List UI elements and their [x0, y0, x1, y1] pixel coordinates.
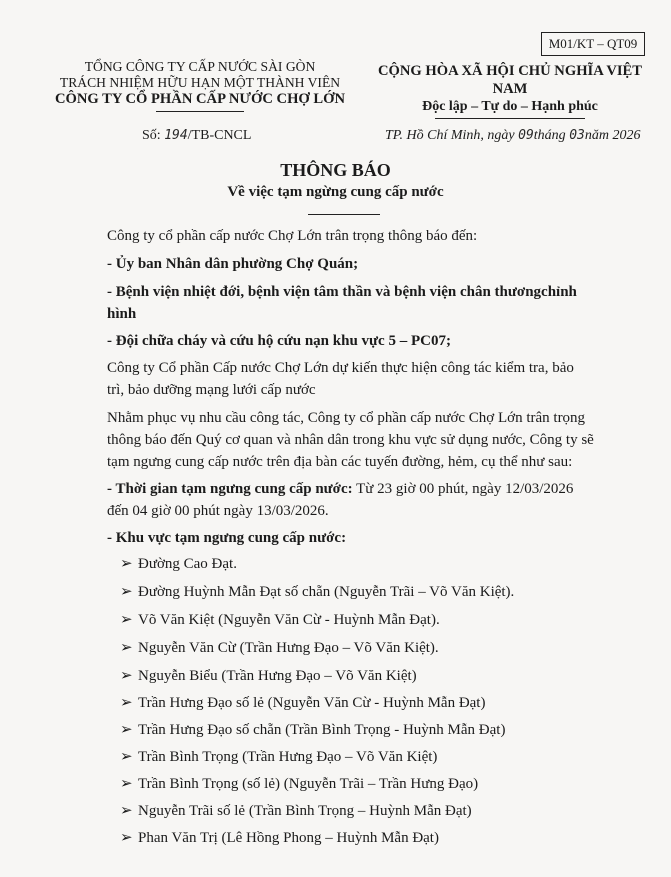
date-part-2: tháng	[533, 128, 566, 143]
arrow-bullet-icon: ➢	[120, 584, 133, 600]
arrow-bullet-icon: ➢	[120, 776, 133, 792]
recipient-item: - Đội chữa cháy và cứu hộ cứu nạn khu vực 5 – PC07;	[107, 333, 451, 349]
paragraph-2-line: tạm ngưng cung cấp nước trên địa bàn các tuyến đường, hẻm, cụ thể như sau:	[107, 454, 573, 470]
suspension-time-value: Từ 23 giờ 00 phút, ngày 12/03/2026	[352, 481, 574, 497]
arrow-bullet-icon: ➢	[120, 722, 133, 738]
area-list-item	[120, 581, 514, 603]
paragraph-2-line: thông báo đến Quý cơ quan và nhân dân trong khu vực sử dụng nước, Công ty sẽ	[107, 432, 594, 448]
suspension-time	[107, 478, 573, 500]
paragraph-1-line: Công ty Cổ phần Cấp nước Chợ Lớn dự kiến thực hiện công tác kiểm tra, bảo	[107, 360, 574, 376]
area-label: - Khu vực tạm ngưng cung cấp nước:	[107, 530, 347, 546]
arrow-bullet-icon: ➢	[120, 668, 133, 684]
nation-line-1: CỘNG HÒA XÃ HỘI CHỦ NGHĨA VIỆT NAM	[377, 63, 643, 97]
area-list-item	[120, 827, 439, 849]
nation-motto: Độc lập – Tự do – Hạnh phúc	[422, 99, 598, 114]
paragraph-2-line: Nhằm phục vụ nhu cầu công tác, Công ty cổ phần cấp nước Chợ Lớn trân trọng	[107, 410, 586, 426]
arrow-bullet-icon: ➢	[120, 640, 133, 656]
area-text: Nguyễn Trãi số lẻ (Trần Bình Trọng – Huỳnh Mẫn Đạt)	[138, 803, 472, 819]
date-day: 09	[518, 128, 534, 143]
area-text: Trần Hưng Đạo số lẻ (Nguyễn Văn Cừ - Huỳnh Mẫn Đạt)	[138, 695, 486, 711]
intro-paragraph: Công ty cổ phần cấp nước Chợ Lớn trân trọng thông báo đến:	[107, 228, 478, 244]
recipient-item: - Bệnh viện nhiệt đới, bệnh viện tâm thần và bệnh viện chân thươngchỉnh	[107, 284, 577, 300]
recipient-item: - Ủy ban Nhân dân phường Chợ Quán;	[107, 256, 359, 272]
paragraph-1-line: trì, bảo dưỡng mạng lưới cấp nước	[107, 382, 316, 398]
arrow-bullet-icon: ➢	[120, 803, 133, 819]
area-text: Phan Văn Trị (Lê Hồng Phong – Huỳnh Mẫn Đạt)	[138, 830, 439, 846]
title-underline	[308, 214, 380, 215]
area-text: Trần Bình Trọng (Trần Hưng Đạo – Võ Văn Kiệt)	[138, 749, 438, 765]
area-text: Nguyễn Văn Cừ (Trần Hưng Đạo – Võ Văn Kiệt).	[138, 640, 439, 656]
form-code-box: M01/KT – QT09	[541, 32, 645, 56]
document-subtitle: Về việc tạm ngừng cung cấp nước	[227, 184, 444, 200]
arrow-bullet-icon: ➢	[120, 830, 133, 846]
arrow-bullet-icon: ➢	[120, 556, 133, 572]
document-date	[385, 128, 640, 144]
area-list-item	[120, 773, 478, 795]
suspension-time-line-2: đến 04 giờ 00 phút ngày 13/03/2026.	[107, 503, 329, 519]
area-list-item	[120, 665, 417, 687]
area-text: Trần Bình Trọng (số lẻ) (Nguyễn Trãi – Trần Hưng Đạo)	[138, 776, 479, 792]
date-part-1: TP. Hồ Chí Minh, ngày	[385, 128, 515, 143]
area-text: Nguyễn Biểu (Trần Hưng Đạo – Võ Văn Kiệt)	[138, 668, 417, 684]
area-text: Đường Cao Đạt.	[138, 556, 237, 572]
area-text: Trần Hưng Đạo số chẵn (Trần Bình Trọng - Huỳnh Mẫn Đạt)	[138, 722, 506, 738]
date-month: 03	[569, 128, 585, 143]
date-part-3: năm 2026	[584, 128, 641, 143]
area-list-item	[120, 719, 505, 741]
area-list-item	[120, 692, 485, 714]
area-list-item	[120, 800, 472, 822]
organization-header	[40, 59, 360, 112]
area-list-item	[120, 553, 237, 575]
doc-number-suffix: /TB-CNCL	[187, 128, 252, 143]
org-underline	[156, 111, 244, 112]
doc-number-handwritten: 194	[164, 128, 188, 143]
doc-number-prefix: Số:	[142, 128, 161, 143]
arrow-bullet-icon: ➢	[120, 749, 133, 765]
document-number	[142, 128, 251, 144]
area-list-item	[120, 609, 440, 631]
area-list-item	[120, 746, 437, 768]
org-line-1: TỔNG CÔNG TY CẤP NƯỚC SÀI GÒN	[84, 59, 316, 74]
arrow-bullet-icon: ➢	[120, 612, 133, 628]
org-line-2: TRÁCH NHIỆM HỮU HẠN MỘT THÀNH VIÊN	[59, 75, 341, 90]
area-text: Đường Huỳnh Mẫn Đạt số chẵn (Nguyễn Trãi – Võ Văn Kiệt).	[138, 584, 515, 600]
nation-header	[360, 62, 660, 119]
area-text: Võ Văn Kiệt (Nguyễn Văn Cừ - Huỳnh Mẫn Đạt).	[138, 612, 440, 628]
motto-underline	[435, 118, 585, 119]
org-line-3: CÔNG TY CỔ PHẦN CẤP NƯỚC CHỢ LỚN	[54, 91, 346, 107]
recipient-item-continuation: hình	[107, 306, 137, 322]
document-title: THÔNG BÁO	[280, 160, 391, 180]
suspension-time-label: - Thời gian tạm ngưng cung cấp nước:	[107, 481, 353, 497]
area-list-item	[120, 637, 439, 659]
arrow-bullet-icon: ➢	[120, 695, 133, 711]
